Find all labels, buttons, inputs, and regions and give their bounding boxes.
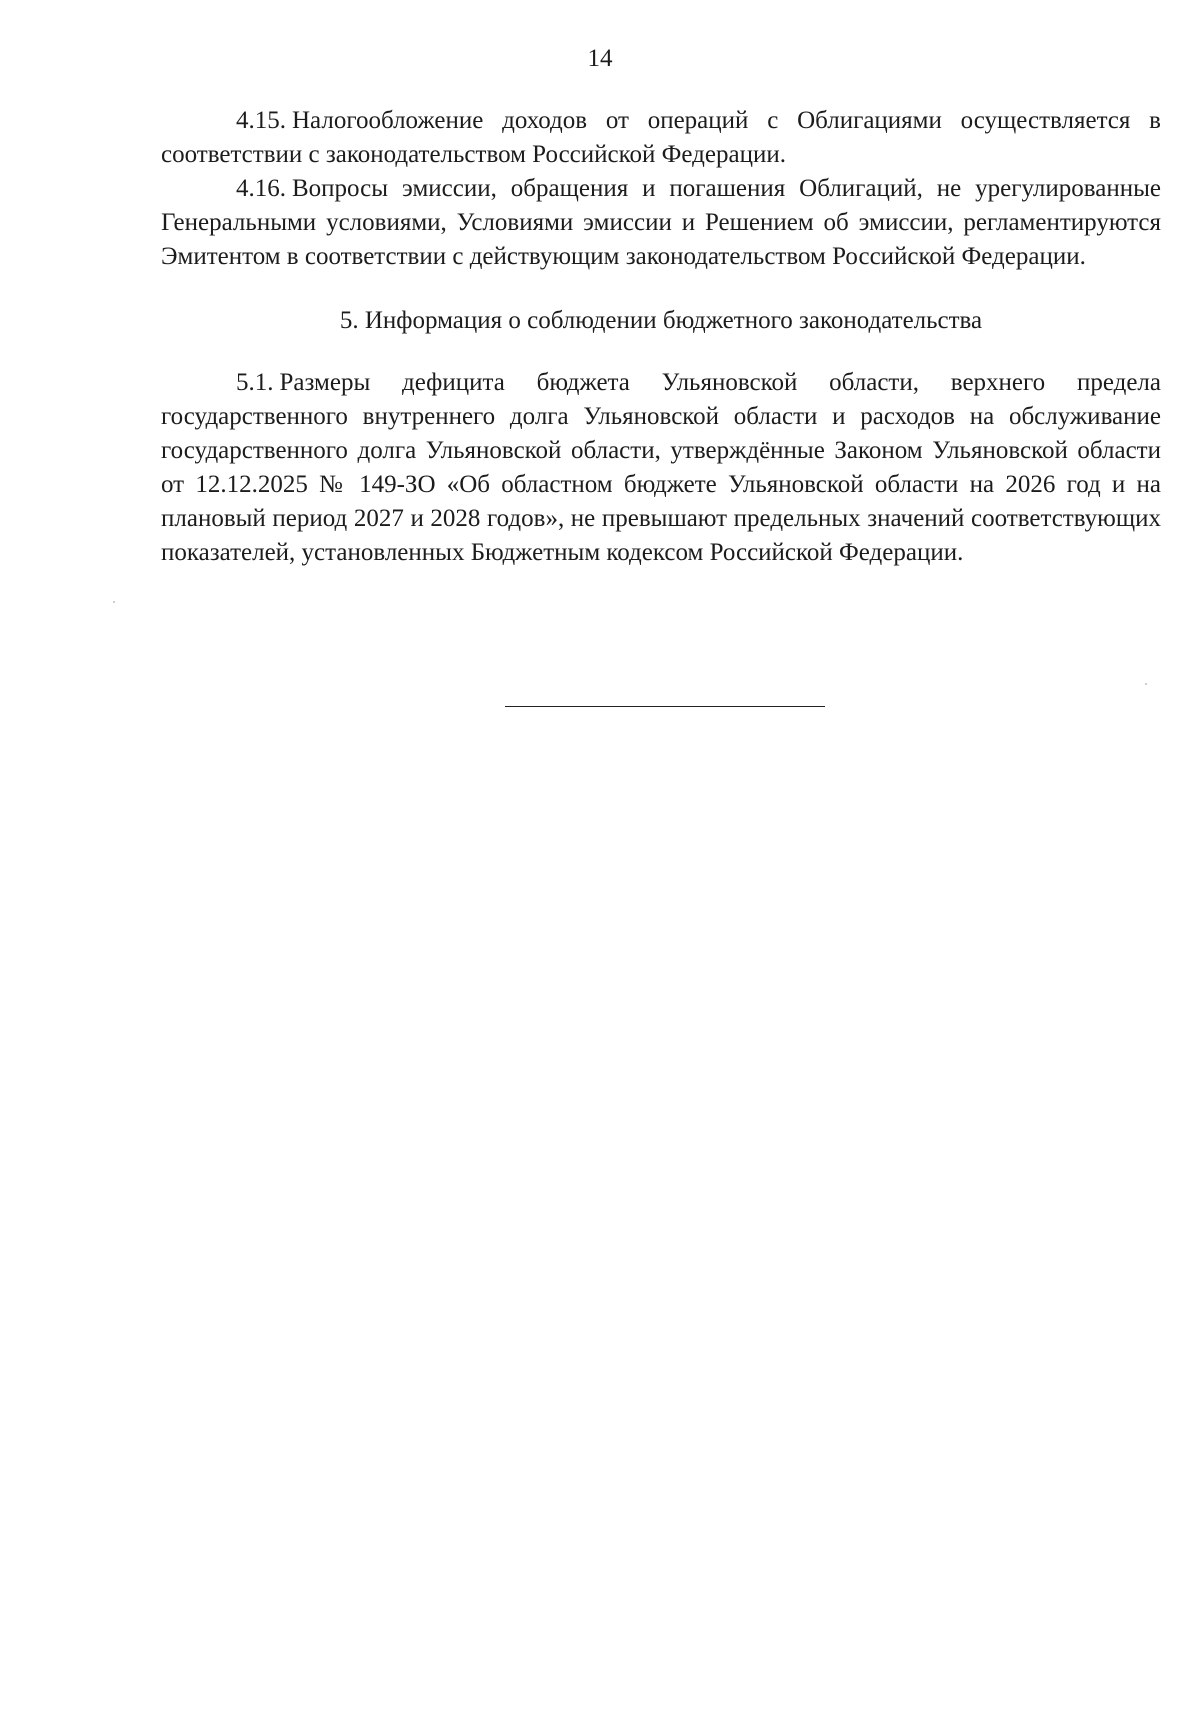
scan-speck [113,601,115,603]
document-body [161,104,1161,570]
end-of-text-rule [505,706,825,707]
paragraph-text: Размеры дефицита бюджета Ульяновской области, верхнего предела государственного внутреннего долга Ульяновской области и расходов на обслуживание государственного долга Ульяновской области, утверждённые Законом Ульяновской области от 12.12.2025 № 149-ЗО «Об областном бюджете Ульяновской области на 2026 год и на плановый период 2027 и 2028 годов», не превышают предельных значений соответствующих показателей, установленных Бюджетным кодексом Российской Федерации. [161,369,1161,566]
paragraph-number: 4.15. [236,107,286,134]
section-heading: 5. Информация о соблюдении бюджетного законодательства [339,307,983,334]
paragraph-5-1 [161,366,1161,570]
paragraph-4-16 [161,172,1161,274]
paragraph-number: 4.16. [236,175,286,202]
page-number: 14 [587,45,613,72]
scan-speck [1145,683,1147,685]
paragraph-text: Вопросы эмиссии, обращения и погашения Облигаций, не урегулированные Генеральными условиями, Условиями эмиссии и Решением об эмиссии, регламентируются Эмитентом в соответствии с действующим законодательством Российской Федерации. [161,175,1161,270]
paragraph-text: Налогообложение доходов от операций с Облигациями осуществляется в соответствии с законодательством Российской Федерации. [161,107,1161,168]
paragraph-number: 5.1. [236,369,274,396]
paragraph-4-15 [161,104,1161,172]
